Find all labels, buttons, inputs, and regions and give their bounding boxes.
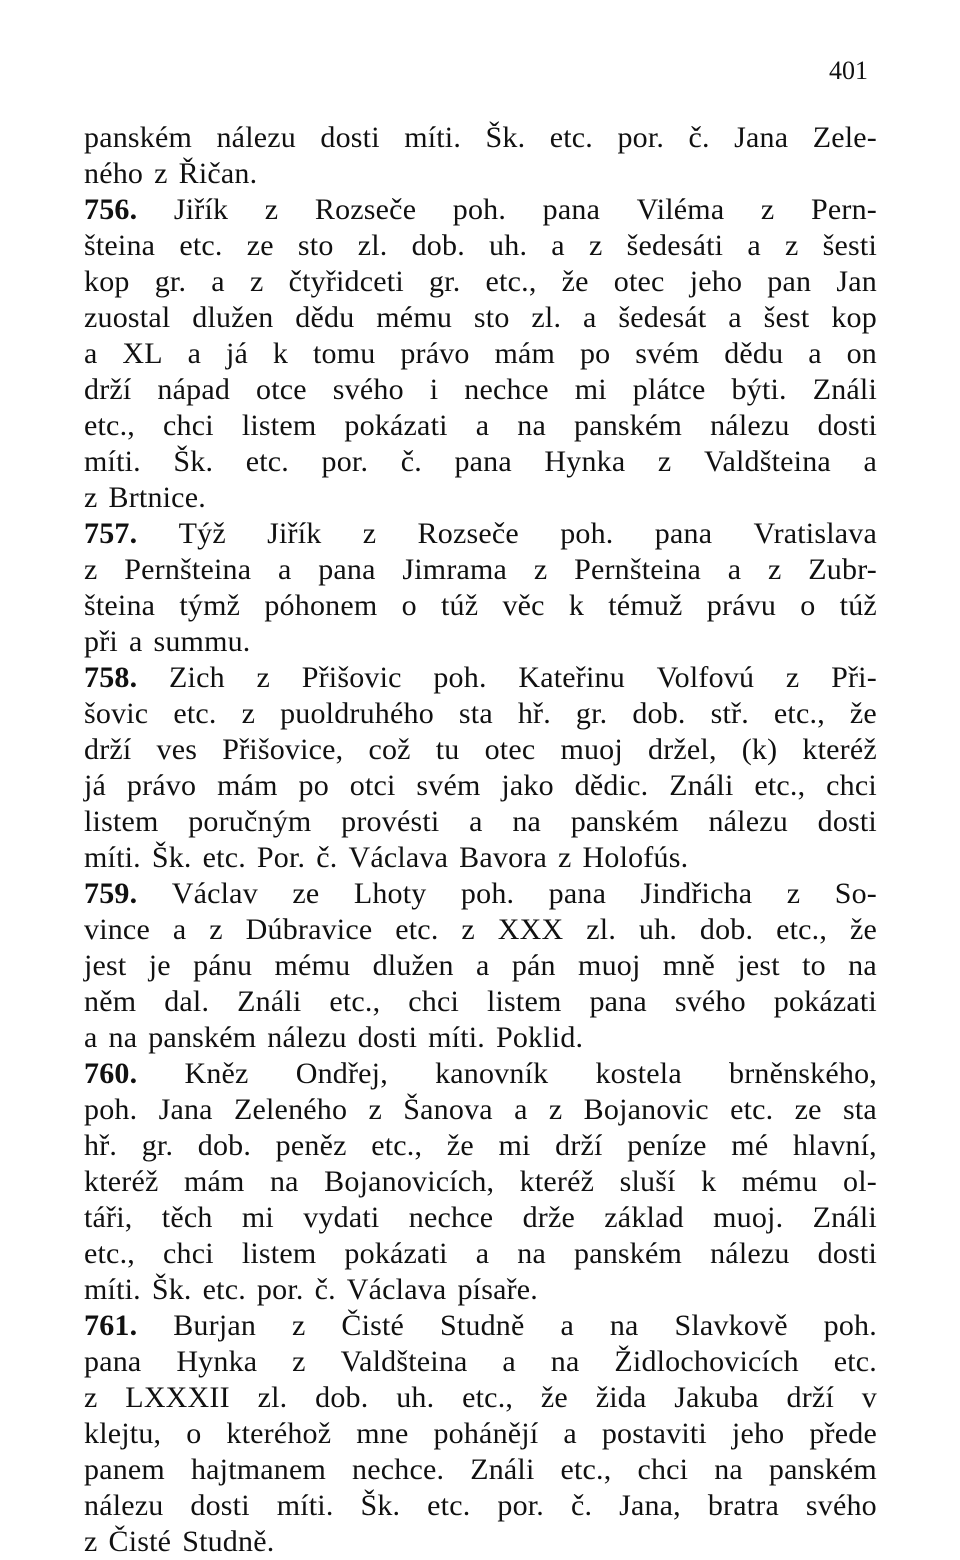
text-line: míti. Šk. etc. Por. č. Václava Bavora z Holofús. xyxy=(84,841,689,874)
text-line: kop gr. a z čtyřidceti gr. etc., že otec jeho pan Jan xyxy=(84,265,877,298)
text-line: a na panském nálezu dosti míti. Poklid. xyxy=(84,1021,584,1054)
text-line: šteina týmž póhonem o túž věc k témuž právu o túž xyxy=(84,589,877,622)
entry-first-line: 756. Jiřík z Rozseče poh. pana Viléma z Pern- xyxy=(84,193,877,226)
text-line: z Brtnice. xyxy=(84,481,206,514)
text-line: klejtu, o kteréhož mne pohánějí a postaviti jeho přede xyxy=(84,1417,877,1450)
text-line: drží ves Přišovice, což tu otec muoj držel, (k) kteréž xyxy=(84,733,877,766)
text-line: pana Hynka z Valdšteina a na Židlochovicích etc. xyxy=(84,1345,877,1378)
text-line: a XL a já k tomu právo mám po svém dědu a on xyxy=(84,337,877,370)
text-line: drží nápad otce svého i nechce mi plátce býti. Ználi xyxy=(84,373,877,406)
entry-number: 758. xyxy=(84,661,138,694)
document-body xyxy=(84,120,877,1560)
text-line: listem poručným provésti a na panském nálezu dosti xyxy=(84,805,877,838)
entry-number: 761. xyxy=(84,1309,138,1342)
text-line: míti. Šk. etc. por. č. Václava písaře. xyxy=(84,1273,538,1306)
text-line: z Pernšteina a pana Jimrama z Pernšteina a z Zubr- xyxy=(84,553,877,586)
text-line: z Čisté Studně. xyxy=(84,1525,275,1558)
text-line: já právo mám po otci svém jako dědic. Ználi etc., chci xyxy=(84,769,877,802)
text-line: hř. gr. dob. peněz etc., že mi drží peníze mé hlavní, xyxy=(84,1129,877,1162)
text-line: poh. Jana Zeleného z Šanova a z Bojanovic etc. ze sta xyxy=(84,1093,877,1126)
page-number: 401 xyxy=(829,56,868,85)
text-line: při a summu. xyxy=(84,625,251,658)
entry-number: 757. xyxy=(84,517,138,550)
entry-first-line: 761. Burjan z Čisté Studně a na Slavkově poh. xyxy=(84,1309,877,1342)
entry-number: 756. xyxy=(84,193,138,226)
text-line: panem hajtmanem nechce. Ználi etc., chci na panském xyxy=(84,1453,877,1486)
text-line: vince a z Dúbravice etc. z XXX zl. uh. dob. etc., že xyxy=(84,913,877,946)
text-line: z LXXXII zl. dob. uh. etc., že žida Jakuba drží v xyxy=(84,1381,877,1414)
entry-first-line: 757. Týž Jiřík z Rozseče poh. pana Vratislava xyxy=(84,517,877,550)
entry-first-line: 760. Kněz Ondřej, kanovník kostela brněnského, xyxy=(84,1057,877,1090)
text-line: míti. Šk. etc. por. č. pana Hynka z Valdšteina a xyxy=(84,445,877,478)
text-line: etc., chci listem pokázati a na panském nálezu dosti xyxy=(84,1237,877,1270)
text-line: něm dal. Ználi etc., chci listem pana svého pokázati xyxy=(84,985,877,1018)
text-line: táři, těch mi vydati nechce drže základ muoj. Ználi xyxy=(84,1201,877,1234)
text-line: jest je pánu mému dlužen a pán muoj mně jest to na xyxy=(84,949,877,982)
text-line: šovic etc. z puoldruhého sta hř. gr. dob. stř. etc., že xyxy=(84,697,877,730)
entry-number: 759. xyxy=(84,877,138,910)
entry-first-line: 759. Václav ze Lhoty poh. pana Jindřicha z So- xyxy=(84,877,877,910)
entry-first-line: 758. Zich z Přišovic poh. Kateřinu Volfovú z Při- xyxy=(84,661,877,694)
entry-number: 760. xyxy=(84,1057,138,1090)
text-line: ného z Řičan. xyxy=(84,157,258,190)
text-line: kteréž mám na Bojanovicích, kteréž sluší k mému ol- xyxy=(84,1165,877,1198)
text-line: etc., chci listem pokázati a na panském nálezu dosti xyxy=(84,409,877,442)
text-line: panském nálezu dosti míti. Šk. etc. por. č. Jana Zele- xyxy=(84,121,877,154)
text-line: zuostal dlužen dědu mému sto zl. a šedesát a šest kop xyxy=(84,301,877,334)
text-line: nálezu dosti míti. Šk. etc. por. č. Jana, bratra svého xyxy=(84,1489,877,1522)
text-line: šteina etc. ze sto zl. dob. uh. a z šedesáti a z šesti xyxy=(84,229,877,262)
